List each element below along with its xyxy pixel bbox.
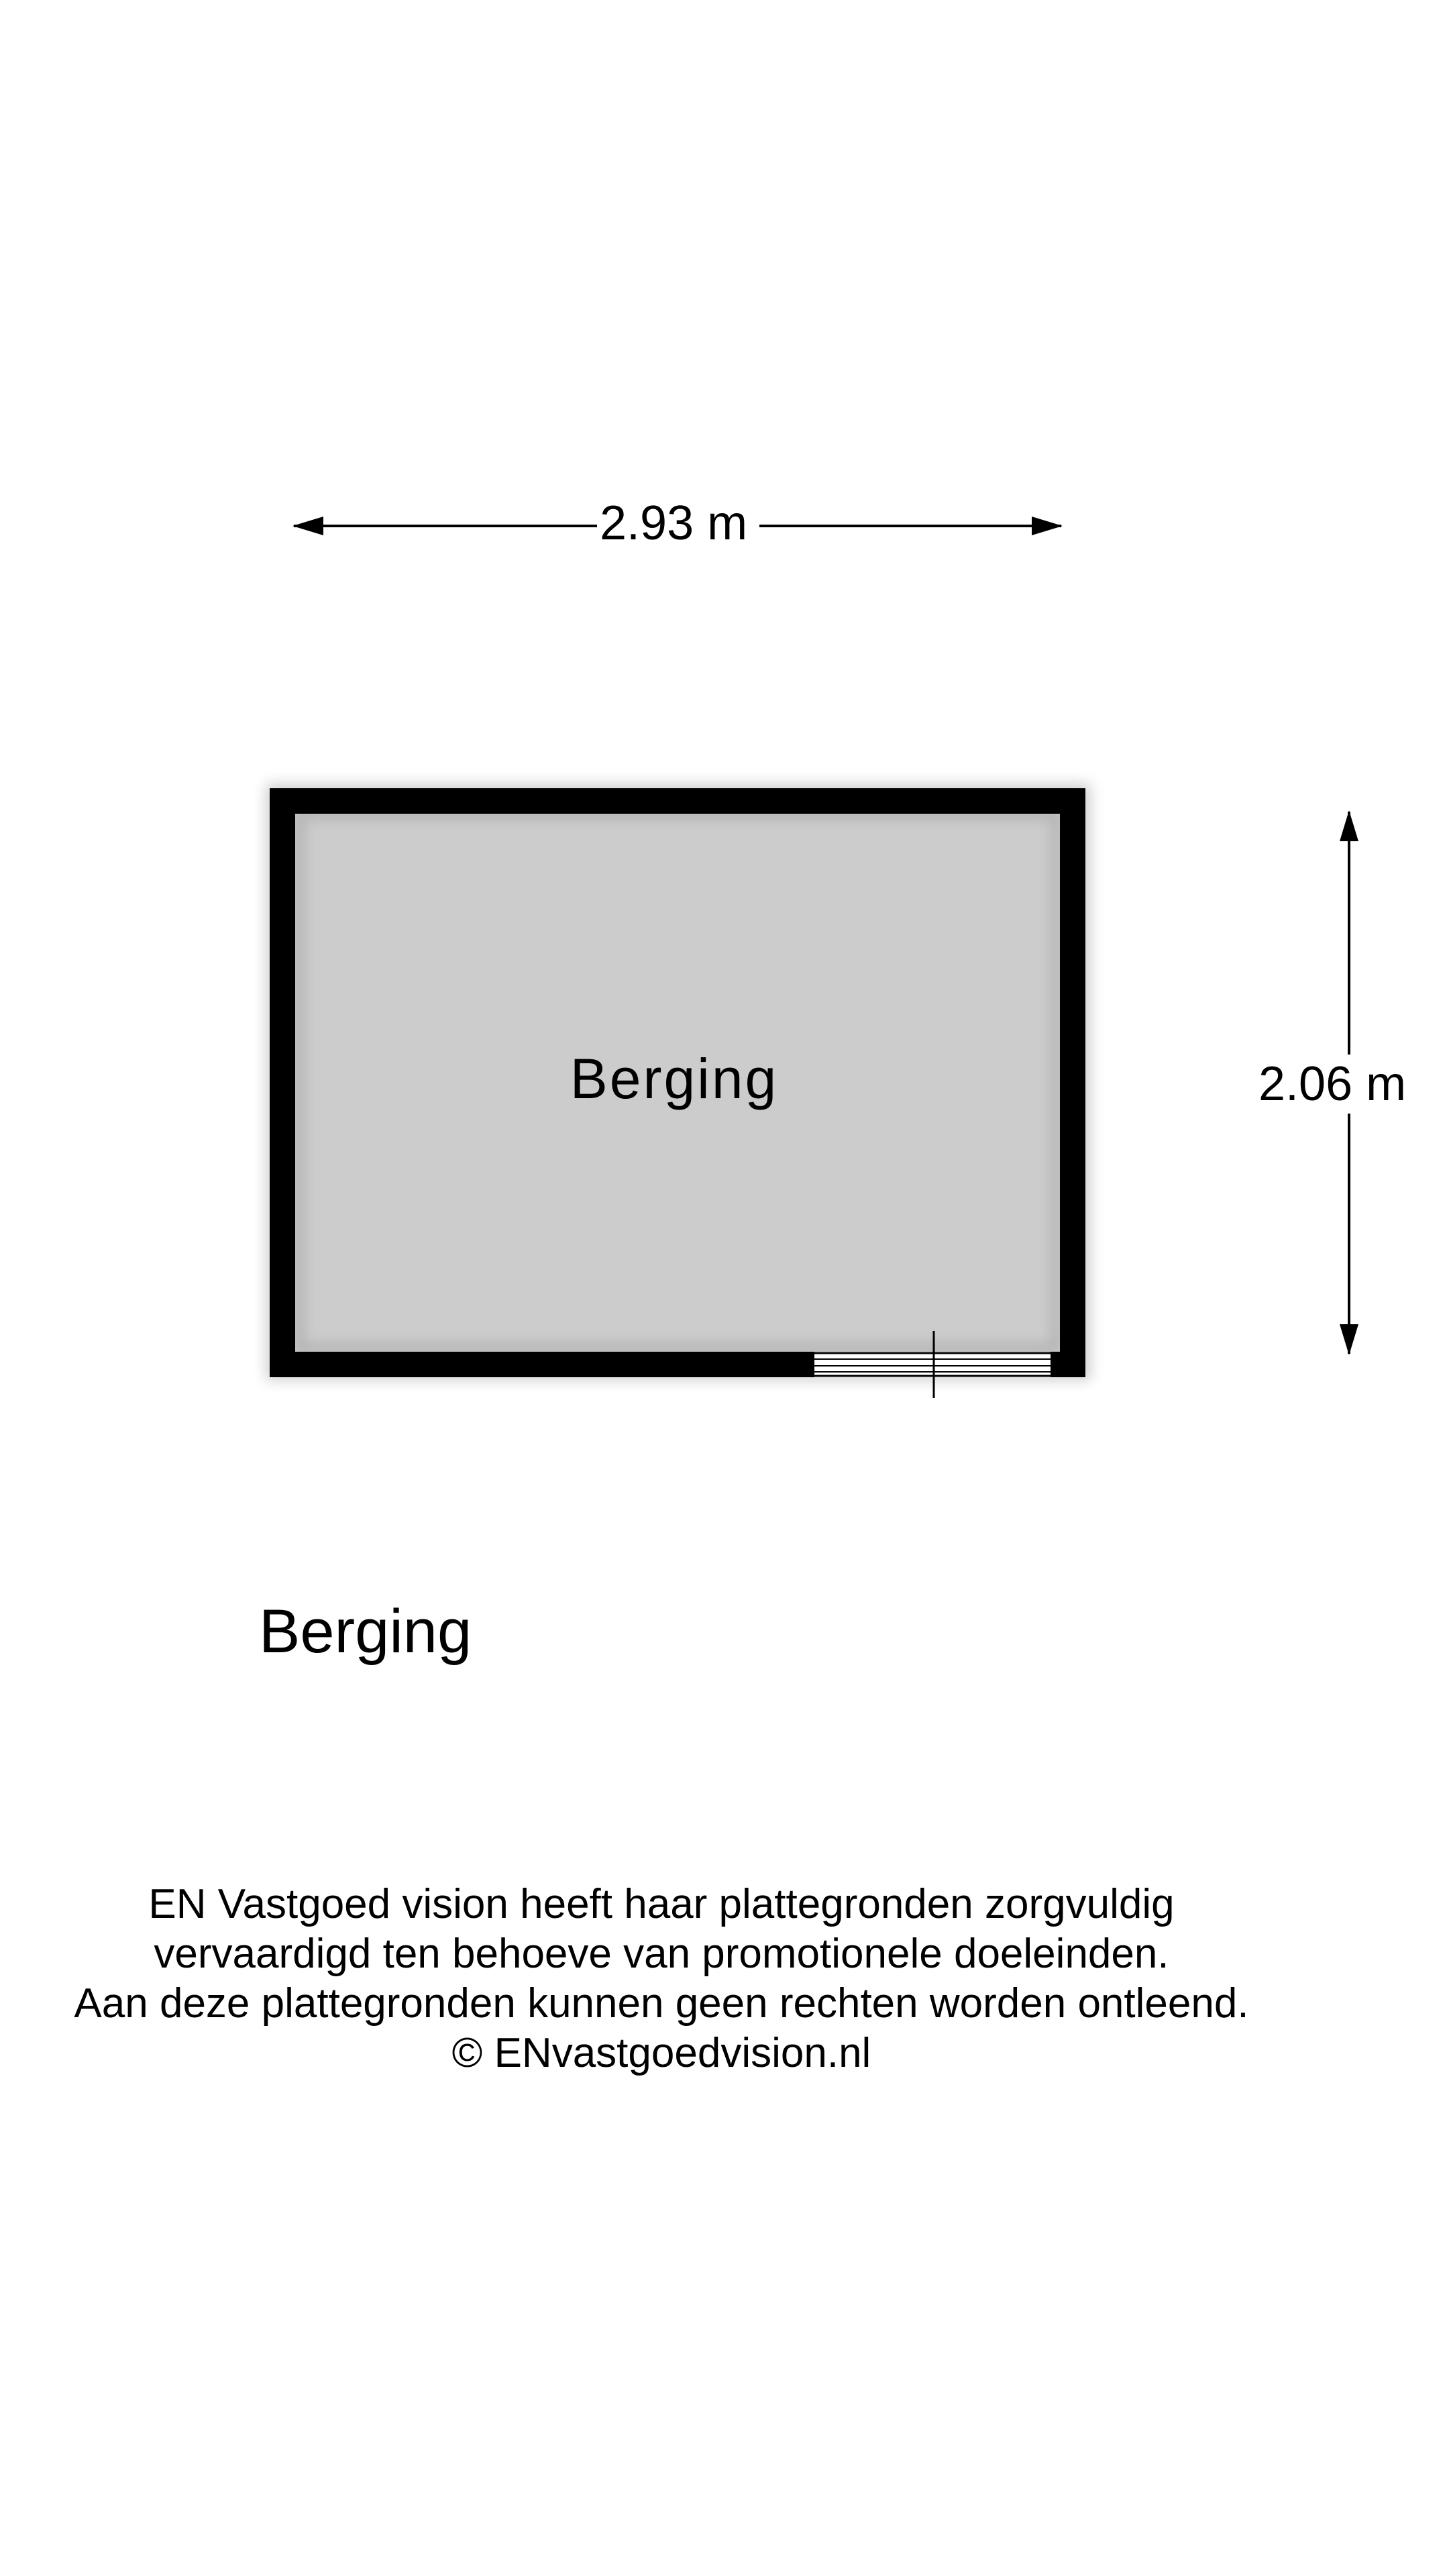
width-dimension-label: 2.93 m [597, 499, 759, 547]
disclaimer-line: Aan deze plattegronden kunnen geen rechten worden ontleend. [74, 1980, 1249, 2027]
arrow-up-icon [1340, 810, 1358, 841]
copyright-line: © ENvastgoedvision.nl [451, 2030, 871, 2076]
wall-bottom-right [1051, 1352, 1085, 1377]
arrow-right-icon [1032, 517, 1063, 535]
arrow-down-icon [1340, 1324, 1358, 1355]
disclaimer [0, 1880, 1323, 2078]
wall-top [270, 788, 1085, 814]
arrow-left-icon [292, 517, 323, 535]
height-dimension-label: 2.06 m [1256, 1055, 1409, 1114]
room-label: Berging [570, 1047, 779, 1110]
disclaimer-line: EN Vastgoed vision heeft haar plattegronden zorgvuldig [148, 1881, 1175, 1927]
floor-title: Berging [259, 1597, 472, 1666]
wall-bottom-left [270, 1352, 814, 1377]
disclaimer-line: vervaardigd ten behoeve van promotionele doeleinden. [154, 1931, 1169, 1977]
